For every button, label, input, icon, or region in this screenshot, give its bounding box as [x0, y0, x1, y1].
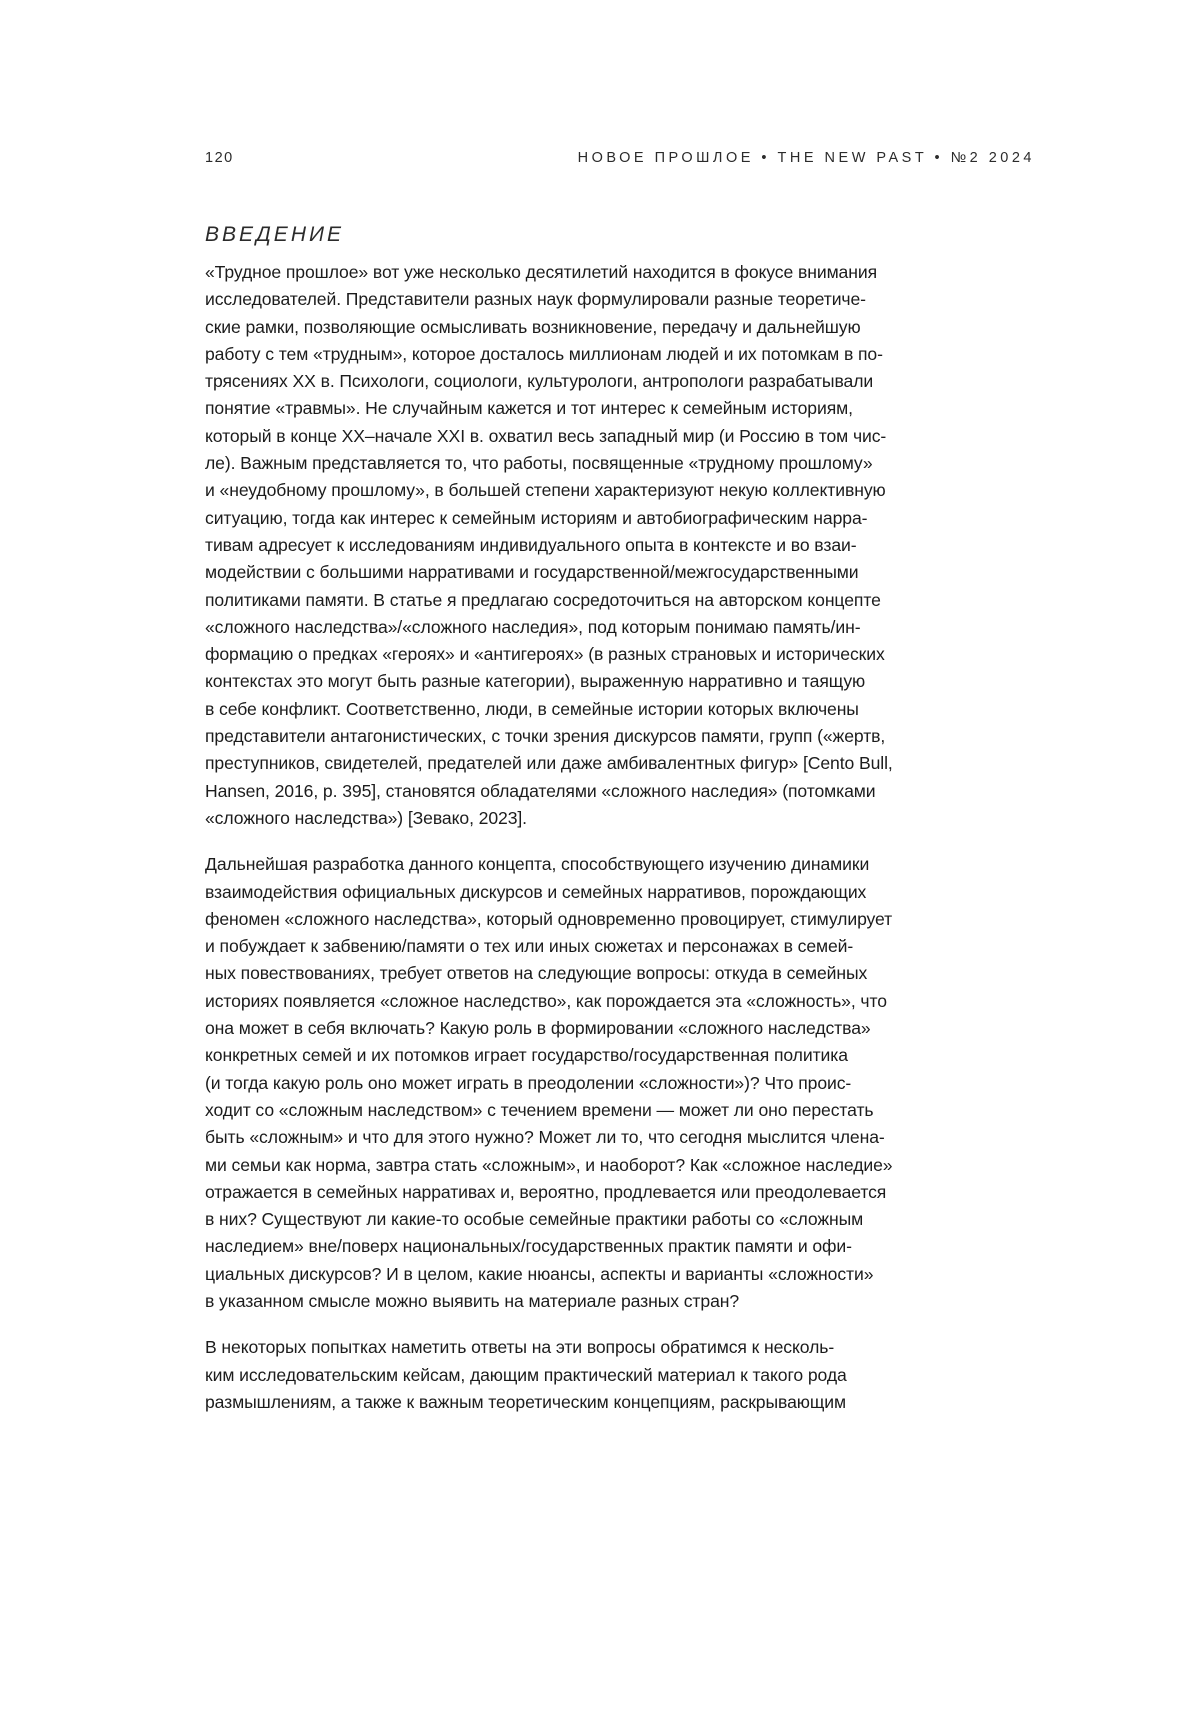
journal-title: НОВОЕ ПРОШЛОЕ • THE NEW PAST • №2 2024	[577, 150, 1035, 166]
article-body	[205, 259, 1105, 1435]
running-header	[205, 150, 1035, 166]
paragraph-1: «Трудное прошлое» вот уже несколько десятилетий находится в фокусе внимания исследователей. Представители разных наук формулировали разные теоретиче- ские рамки, позволяющие осмысливать возникновение, передачу и дальнейшую работу с тем «трудным», которое досталось миллионам людей и их потомкам в по- трясениях XX в. Психологи, социологи, культурологи, антропологи разрабатывали понятие «травмы». Не случайным кажется и тот интерес к семейным историям, который в конце XX–начале XXI в. охватил весь западный мир (и Россию в том чис- ле). Важным представляется то, что работы, посвященные «трудному прошлому» и «неудобному прошлому», в большей степени характеризуют некую коллективную ситуацию, тогда как интерес к семейным историям и автобиографическим нарра- тивам адресует к исследованиям индивидуального опыта в контексте и во взаи- модействии с большими нарративами и государственной/межгосударственными политиками памяти. В статье я предлагаю сосредоточиться на авторском концепте «сложного наследства»/«сложного наследия», под которым понимаю память/ин- формацию о предках «героях» и «антигероях» (в разных страновых и исторических контекстах это могут быть разные категории), выраженную нарративно и таящую в себе конфликт. Соответственно, люди, в семейные истории которых включены представители антагонистических, с точки зрения дискурсов памяти, групп («жертв, преступников, свидетелей, предателей или даже амбивалентных фигур» [Cento Bull, Hansen, 2016, p. 395], становятся обладателями «сложного наследия» (потомками «сложного наследства») [Зевако, 2023].	[205, 262, 893, 828]
page-number: 120	[205, 150, 234, 166]
paragraph-2: Дальнейшая разработка данного концепта, способствующего изучению динамики взаимодействия официальных дискурсов и семейных нарративов, порождающих феномен «сложного наследства», который одновременно провоцирует, стимулирует и побуждает к забвению/памяти о тех или иных сюжетах и персонажах в семей- ных повествованиях, требует ответов на следующие вопросы: откуда в семейных историях появляется «сложное наследство», как порождается эта «сложность», что она может в себя включать? Какую роль в формировании «сложного наследства» конкретных семей и их потомков играет государство/государственная политика (и тогда какую роль оно может играть в преодолении «сложности»)? Что проис- ходит со «сложным наследством» с течением времени — может ли оно перестать быть «сложным» и что для этого нужно? Может ли то, что сегодня мыслится члена- ми семьи как норма, завтра стать «сложным», и наоборот? Как «сложное наследие» отражается в семейных нарративах и, вероятно, продлевается или преодолевается в них? Существуют ли какие-то особые семейные практики работы со «сложным наследием» вне/поверх национальных/государственных практик памяти и офи- циальных дискурсов? И в целом, какие нюансы, аспекты и варианты «сложности» в указанном смысле можно выявить на материале разных стран?	[205, 854, 893, 1311]
section-heading: ВВЕДЕНИЕ	[205, 223, 345, 246]
paragraph-3: В некоторых попытках наметить ответы на эти вопросы обратимся к несколь- ким исследовательским кейсам, дающим практический материал к такого рода размышлениям, а также к важным теоретическим концепциям, раскрывающим	[205, 1337, 847, 1412]
